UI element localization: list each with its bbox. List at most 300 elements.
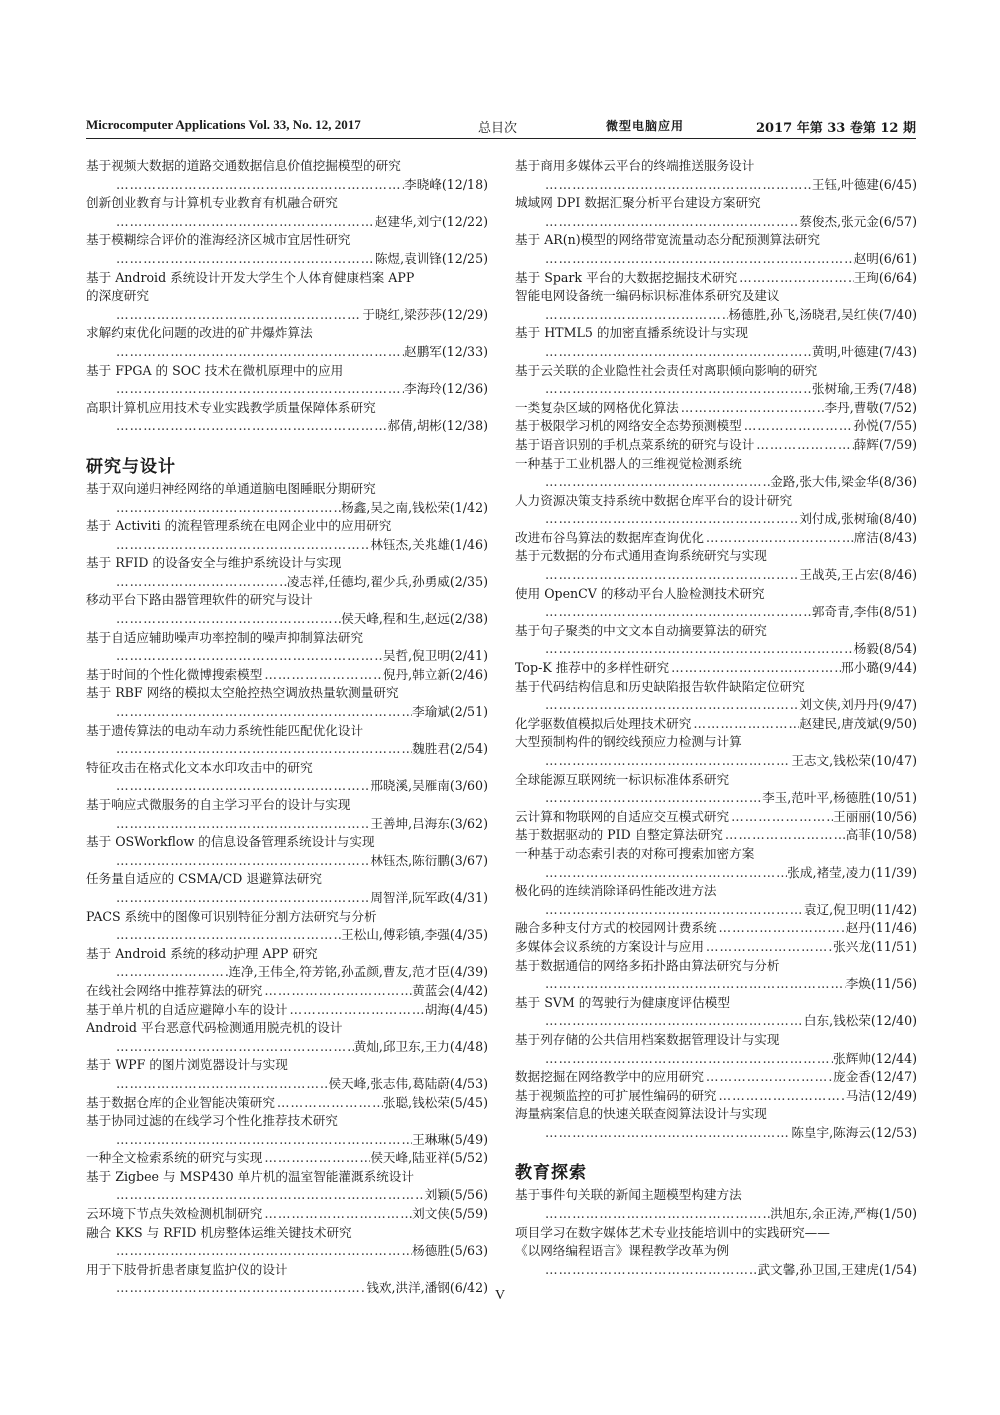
entry-authors-page: 赵鹏军(12/33) — [404, 343, 488, 359]
entry-author-line — [515, 380, 917, 399]
entry-authors-page: 武文馨,孙卫国,王建虎(1/54) — [757, 1261, 917, 1277]
leader-dots — [86, 610, 341, 629]
leader-dots — [86, 647, 383, 666]
entry-authors-page: 林钰杰,陈衍鹏(3/67) — [370, 852, 488, 868]
entry-authors-page: 王钰,叶德建(6/45) — [811, 176, 917, 192]
leader-dots — [86, 815, 370, 834]
entry-authors-page: 侯天峰,程和生,赵远(2/38) — [341, 611, 488, 627]
toc-entry[interactable] — [86, 759, 488, 796]
entry-title: 高职计算机应用技术专业实践教学质量保障体系研究 — [86, 399, 376, 415]
entry-authors-page: 赵明(6/61) — [853, 250, 917, 266]
entry-author-line — [86, 343, 488, 362]
entry-author-line — [515, 566, 917, 585]
entry-author-line — [515, 1050, 917, 1069]
leader-dots — [515, 1205, 770, 1224]
entry-title: 基于 AR(n)模型的网络带宽流量动态分配预测算法研究 — [515, 232, 820, 248]
leader-dots — [86, 417, 388, 436]
entry-author-line — [515, 473, 917, 492]
leader-dots — [86, 380, 404, 399]
toc-entry[interactable] — [86, 1001, 488, 1020]
toc-entry[interactable] — [515, 994, 917, 1031]
entry-author-line — [86, 380, 488, 399]
toc-entry[interactable] — [515, 1068, 917, 1087]
toc-entry[interactable] — [515, 529, 917, 548]
entry-authors-page: 王善坤,吕海东(3/62) — [370, 815, 488, 831]
entry-authors-page: 赵建华,刘宁(12/22) — [374, 213, 488, 229]
toc-entry[interactable] — [86, 591, 488, 628]
leader-dots — [86, 777, 370, 796]
entry-title: 在线社会网络中推荐算法的研究 — [86, 982, 263, 998]
entry-author-line — [86, 306, 488, 325]
entry-authors-page: 王珣(6/64) — [853, 269, 917, 285]
leader-dots — [86, 250, 375, 269]
toc-entry[interactable] — [515, 399, 917, 418]
right-column — [515, 157, 917, 1279]
entry-authors-page: 张聪,钱松荣(5/45) — [382, 1094, 488, 1110]
leader-dots — [86, 213, 375, 232]
entry-author-line — [86, 963, 488, 982]
entry-title: 海量病案信息的快速关联查阅算法设计与实现 — [515, 1106, 767, 1122]
entry-author-line — [86, 610, 488, 629]
journal-english-title: Microcomputer Applications Vol. 33, No. 12, 2017 — [86, 117, 361, 132]
entry-title: 基于协同过滤的在线学习个性化推荐技术研究 — [86, 1113, 338, 1129]
leader-dots — [86, 536, 370, 555]
toc-entry[interactable] — [86, 1149, 488, 1168]
entry-authors-page: 侯天峰,张志伟,葛陆蔚(4/53) — [328, 1075, 488, 1091]
entry-authors-page: 张成,褚莹,凌力(11/39) — [787, 864, 917, 880]
running-header — [86, 116, 916, 139]
entry-author-line — [515, 696, 917, 715]
entry-author-line — [515, 789, 917, 808]
entry-author-line — [86, 1242, 488, 1261]
leader-dots — [515, 603, 812, 622]
entry-title: 基于 HTML5 的加密直播系统设计与实现 — [515, 325, 748, 341]
toc-entry[interactable] — [86, 629, 488, 666]
entry-title: 化学驱数值模拟后处理技术研究 — [515, 715, 692, 731]
entry-author-line — [515, 176, 917, 195]
entry-title: 特征攻击在格式化文本水印攻击中的研究 — [86, 759, 313, 775]
entry-authors-page: 侯天峰,陆亚祥(5/52) — [370, 1150, 488, 1166]
entry-title: 基于 RFID 的设备安全与维护系统设计与实现 — [86, 555, 342, 571]
toc-entry[interactable] — [86, 1019, 488, 1056]
entry-title: 基于 RBF 网络的模拟太空舱控热空调放热量软测量研究 — [86, 685, 399, 701]
toc-entry[interactable] — [515, 919, 917, 938]
entry-authors-page: 杨德胜(5/63) — [412, 1243, 488, 1259]
leader-dots — [515, 250, 854, 269]
leader-dots — [754, 436, 853, 455]
entry-authors-page: 王松山,傅彩镇,李强(4/35) — [341, 927, 488, 943]
entry-title: PACS 系统中的图像可识别特征分割方法研究与分析 — [86, 908, 377, 924]
entry-authors-page: 魏胜君(2/54) — [412, 741, 488, 757]
entry-author-line — [86, 647, 488, 666]
entry-authors-page: 李焕(11/56) — [845, 976, 917, 992]
leader-dots — [86, 573, 287, 592]
entry-title: 基于代码结构信息和历史缺陷报告软件缺陷定位研究 — [515, 678, 805, 694]
toc-entry[interactable] — [86, 684, 488, 721]
entry-authors-page: 周智洋,阮军政(4/31) — [370, 889, 488, 905]
entry-authors-page: 庞金香(12/47) — [833, 1069, 917, 1085]
leader-dots — [515, 975, 846, 994]
entry-title: 一类复杂区域的网格优化算法 — [515, 399, 679, 415]
toc-entry[interactable] — [86, 1224, 488, 1261]
leader-dots — [737, 269, 854, 288]
leader-dots — [86, 889, 370, 908]
leader-dots — [515, 864, 787, 883]
leader-dots — [679, 399, 825, 418]
toc-entry[interactable] — [86, 1056, 488, 1093]
entry-title: Android 平台恶意代码检测通用脱壳机的设计 — [86, 1020, 343, 1036]
entry-authors-page: 马洁(12/49) — [845, 1087, 917, 1103]
leader-dots — [717, 919, 846, 938]
toc-entry[interactable] — [515, 547, 917, 584]
leader-dots — [86, 1038, 354, 1057]
leader-dots — [515, 176, 812, 195]
leader-dots — [288, 1001, 425, 1020]
toc-entry[interactable] — [515, 157, 917, 194]
entry-author-line — [86, 926, 488, 945]
toc-entry[interactable] — [86, 231, 488, 268]
entry-author-line — [515, 1261, 917, 1280]
toc-entry[interactable] — [86, 157, 488, 194]
entry-title: 一种基于工业机器人的三维视觉检测系统 — [515, 455, 742, 471]
entry-title: 融合多种支付方式的校园网计费系统 — [515, 920, 717, 936]
toc-entry[interactable] — [515, 678, 917, 715]
entry-authors-page: 林钰杰,关兆雄(1/46) — [370, 536, 488, 552]
entry-title: 基于数据驱动的 PID 自整定算法研究 — [515, 827, 723, 843]
toc-entry[interactable] — [86, 324, 488, 361]
toc-entry[interactable] — [86, 908, 488, 945]
entry-author-line — [515, 213, 917, 232]
entry-authors-page: 薛辉(7/59) — [853, 436, 917, 452]
entry-title: 基于双向递归神经网络的单通道脑电图睡眠分期研究 — [86, 480, 376, 496]
entry-authors-page: 李玉,范叶平,杨德胜(10/51) — [762, 790, 917, 806]
toc-entry[interactable] — [515, 1087, 917, 1106]
entry-title: 基于云关联的企业隐性社会责任对离职倾向影响的研究 — [515, 362, 818, 378]
entry-title: 基于数据仓库的企业智能决策研究 — [86, 1094, 275, 1110]
entry-authors-page: 洪旭东,余正涛,严梅(1/50) — [770, 1206, 917, 1222]
entry-title-continued: 《以网络编程语言》课程教学改革为例 — [515, 1243, 730, 1259]
toc-entry[interactable] — [86, 722, 488, 759]
entry-author-line — [86, 777, 488, 796]
entry-title: 基于 FPGA 的 SOC 技术在微机原理中的应用 — [86, 362, 344, 378]
toc-entry[interactable] — [86, 362, 488, 399]
toc-entry[interactable] — [86, 870, 488, 907]
entry-authors-page: 黄灿,邱卫东,王力(4/48) — [353, 1038, 488, 1054]
entry-title: 基于 WPF 的图片浏览器设计与实现 — [86, 1057, 288, 1073]
leader-dots — [86, 926, 341, 945]
entry-title: 任务量自适应的 CSMA/CD 退避算法研究 — [86, 871, 322, 887]
toc-entry[interactable] — [515, 1224, 917, 1280]
leader-dots — [669, 659, 841, 678]
leader-dots — [86, 1131, 412, 1150]
entry-author-line — [515, 250, 917, 269]
entry-title: 一种全文检索系统的研究与实现 — [86, 1150, 263, 1166]
leader-dots — [515, 1261, 758, 1280]
entry-authors-page: 杨鑫,吴之南,钱松荣(1/42) — [341, 499, 488, 515]
entry-title: 移动平台下路由器管理软件的研究与设计 — [86, 592, 313, 608]
entry-title: 多媒体会议系统的方案设计与应用 — [515, 938, 704, 954]
toc-entry[interactable] — [515, 733, 917, 770]
leader-dots — [742, 417, 854, 436]
entry-title: 极化码的连续消除译码性能改进方法 — [515, 883, 717, 899]
entry-title: 基于自适应辅助噪声功率控制的噪声抑制算法研究 — [86, 629, 364, 645]
entry-authors-page: 刘颖(5/56) — [424, 1187, 488, 1203]
entry-author-line — [86, 499, 488, 518]
toc-entry[interactable] — [86, 1094, 488, 1113]
page-number: V — [494, 1288, 506, 1303]
entry-title: 基于语音识别的手机点菜系统的研究与设计 — [515, 436, 755, 452]
entry-title: 一种基于动态索引表的对称可搜索加密方案 — [515, 845, 755, 861]
toc-entry[interactable] — [86, 554, 488, 591]
toc-entry[interactable] — [515, 715, 917, 734]
toc-entry[interactable] — [515, 622, 917, 659]
toc-entry[interactable] — [515, 492, 917, 529]
toc-entry[interactable] — [86, 982, 488, 1001]
entry-title: 基于响应式微服务的自主学习平台的设计与实现 — [86, 797, 351, 812]
entry-title: 基于列存储的公共信用档案数据管理设计与实现 — [515, 1031, 780, 1047]
entry-authors-page: 李丹,曹敬(7/52) — [824, 399, 917, 415]
toc-entry[interactable] — [515, 826, 917, 845]
entry-author-line — [515, 640, 917, 659]
leader-dots — [515, 380, 812, 399]
leader-dots — [515, 213, 799, 232]
entry-title: 基于 SVM 的驾驶行为健康度评估模型 — [515, 994, 730, 1010]
entry-author-line — [86, 250, 488, 269]
leader-dots — [86, 343, 404, 362]
leader-dots — [729, 808, 833, 827]
entry-authors-page: 李海玲(12/36) — [404, 381, 488, 397]
entry-authors-page: 吴哲,倪卫明(2/41) — [382, 648, 488, 664]
toc-entry[interactable] — [515, 231, 917, 268]
entry-title: 基于极限学习机的网络安全态势预测模型 — [515, 418, 742, 434]
leader-dots — [515, 1012, 804, 1031]
toc-entry[interactable] — [86, 194, 488, 231]
toc-entry[interactable] — [515, 938, 917, 957]
entry-author-line — [86, 703, 488, 722]
toc-entry[interactable] — [86, 833, 488, 870]
entry-authors-page: 杨德胜,孙飞,汤晓君,吴红侠(7/40) — [728, 306, 917, 322]
entry-author-line — [86, 889, 488, 908]
leader-dots — [262, 982, 412, 1001]
entry-title: 使用 OpenCV 的移动平台人脸检测技术研究 — [515, 585, 765, 601]
entry-title: 基于单片机的自适应避障小车的设计 — [86, 1001, 288, 1017]
toc-entry[interactable] — [515, 324, 917, 361]
toc-entry[interactable] — [86, 1205, 488, 1224]
leader-dots — [515, 306, 728, 325]
leader-dots — [86, 852, 370, 871]
entry-title: 求解约束优化问题的改进的矿井爆炸算法 — [86, 325, 313, 341]
entry-authors-page: 王战英,王占宏(8/46) — [799, 567, 917, 583]
leader-dots — [262, 666, 383, 685]
toc-entry[interactable] — [515, 957, 917, 994]
entry-authors-page: 凌志祥,任德均,翟少兵,孙勇威(2/35) — [286, 573, 488, 589]
entry-authors-page: 郭奇青,李伟(8/51) — [811, 604, 917, 620]
leader-dots — [515, 696, 799, 715]
toc-entry[interactable] — [86, 480, 488, 517]
entry-authors-page: 赵丹(11/46) — [845, 920, 917, 936]
toc-entry[interactable] — [515, 362, 917, 399]
entry-author-line — [515, 1205, 917, 1224]
leader-dots — [86, 176, 404, 195]
leader-dots — [515, 1050, 833, 1069]
entry-author-line — [515, 343, 917, 362]
entry-author-line — [86, 1131, 488, 1150]
leader-dots — [515, 473, 770, 492]
entry-authors-page: 连净,王伟全,符芳铭,孙孟颜,曹友,范才臣(4/39) — [228, 964, 488, 980]
toc-entry[interactable] — [515, 194, 917, 231]
entry-authors-page: 于晓红,梁莎莎(12/29) — [362, 306, 488, 322]
entry-authors-page: 王志文,钱松荣(10/47) — [791, 753, 917, 768]
leader-dots — [262, 1149, 370, 1168]
leader-dots — [704, 529, 854, 548]
entry-title: 基于遗传算法的电动车动力系统性能匹配优化设计 — [86, 722, 364, 738]
section-heading: 研究与设计 — [86, 456, 176, 477]
entry-author-line — [515, 1124, 917, 1143]
entry-title: 人力资源决策支持系统中数据仓库平台的设计研究 — [515, 492, 793, 508]
leader-dots — [275, 1094, 383, 1113]
entry-authors-page: 席洁(8/43) — [853, 529, 917, 545]
issue-label: 2017 年第 33 卷第 12 期 — [756, 121, 916, 136]
entry-title: 基于 Android 系统设计开发大学生个人体育健康档案 APP — [86, 269, 415, 285]
toc-entry[interactable] — [515, 659, 917, 678]
toc-entry[interactable] — [86, 269, 488, 325]
toc-entry[interactable] — [86, 945, 488, 982]
entry-title: 基于数据通信的网络多拓扑路由算法研究与分析 — [515, 957, 780, 973]
toc-entry[interactable] — [515, 1105, 917, 1142]
entry-author-line — [86, 176, 488, 195]
toc-entry[interactable] — [515, 808, 917, 827]
toc-entry[interactable] — [515, 1186, 917, 1223]
toc-entry[interactable] — [86, 666, 488, 685]
leader-dots — [515, 752, 791, 771]
leader-dots — [262, 1205, 412, 1224]
toc-entry[interactable] — [515, 585, 917, 622]
entry-title: 云环境下节点失效检测机制研究 — [86, 1206, 263, 1222]
entry-authors-page: 张兴龙(11/51) — [833, 938, 917, 954]
leader-dots — [515, 640, 854, 659]
leader-dots — [723, 826, 846, 845]
entry-author-line — [515, 975, 917, 994]
entry-authors-page: 刘文侠,刘丹丹(9/47) — [799, 697, 917, 713]
entry-authors-page: 陈皇宇,陈海云(12/53) — [791, 1124, 917, 1140]
toc-entry[interactable] — [515, 287, 917, 324]
entry-authors-page: 杨毅(8/54) — [853, 641, 917, 657]
entry-authors-page: 高菲(10/58) — [845, 827, 917, 843]
toc-entry[interactable] — [86, 796, 488, 833]
toc-entry[interactable] — [515, 771, 917, 808]
entry-author-line — [86, 573, 488, 592]
entry-title: 数据挖掘在网络教学中的应用研究 — [515, 1069, 704, 1085]
leader-dots — [704, 938, 833, 957]
entry-authors-page: 邢晓溪,吴雁南(3/60) — [370, 778, 488, 794]
leader-dots — [515, 789, 762, 808]
toc-entry[interactable] — [86, 517, 488, 554]
entry-authors-page: 刘付成,张树瑜(8/40) — [799, 511, 917, 527]
toc-entry[interactable] — [86, 399, 488, 436]
entry-title: 基于 Spark 平台的大数据挖掘技术研究 — [515, 269, 738, 285]
leader-dots — [86, 703, 412, 722]
entry-title: 基于 Activiti 的流程管理系统在电网企业中的应用研究 — [86, 518, 392, 534]
entry-author-line — [86, 815, 488, 834]
entry-author-line — [86, 1075, 488, 1094]
entry-title: 基于视频监控的可扩展性编码的研究 — [515, 1087, 717, 1103]
entry-authors-page: 黄明,叶德建(7/43) — [811, 343, 917, 359]
entry-title: 基于元数据的分布式通用查询系统研究与实现 — [515, 548, 767, 564]
entry-authors-page: 王琳琳(5/49) — [412, 1131, 488, 1147]
toc-entry[interactable] — [515, 417, 917, 436]
entry-title: 基于视频大数据的道路交通数据信息价值挖掘模型的研究 — [86, 158, 401, 173]
leader-dots — [86, 499, 341, 518]
entry-author-line — [86, 417, 488, 436]
entry-authors-page: 李晓峰(12/18) — [404, 176, 488, 192]
entry-author-line — [515, 901, 917, 920]
entry-title: 智能电网设备统一编码标识标准体系研究及建议 — [515, 288, 780, 304]
entry-title: 城域网 DPI 数据汇聚分析平台建设方案研究 — [515, 195, 761, 211]
entry-author-line — [86, 1038, 488, 1057]
entry-title-continued: 的深度研究 — [86, 288, 149, 304]
entry-title: 基于事件句关联的新闻主题模型构建方法 — [515, 1187, 742, 1203]
entry-author-line — [515, 864, 917, 883]
leader-dots — [515, 566, 799, 585]
toc-entry[interactable] — [515, 269, 917, 288]
entry-title: 项目学习在数字媒体艺术专业技能培训中的实践研究—— — [515, 1224, 830, 1240]
entry-title: 融合 KKS 与 RFID 机房整体运维关键技术研究 — [86, 1224, 352, 1240]
entry-author-line — [515, 752, 917, 771]
entry-authors-page: 郝倩,胡彬(12/38) — [387, 418, 488, 434]
entry-title: 用于下肢骨折患者康复监护仪的设计 — [86, 1261, 288, 1277]
entry-title: 基于模糊综合评价的淮海经济区城市宜居性研究 — [86, 232, 351, 248]
toc-entry[interactable] — [515, 436, 917, 455]
entry-author-line — [86, 1186, 488, 1205]
entry-title: 基于 OSWorkflow 的信息设备管理系统设计与实现 — [86, 834, 375, 850]
leader-dots — [515, 510, 799, 529]
toc-entry[interactable] — [86, 1112, 488, 1149]
entry-title: 基于 Android 系统的移动护理 APP 研究 — [86, 945, 318, 961]
entry-authors-page: 刘文侠(5/59) — [412, 1206, 488, 1222]
entry-authors-page: 陈煜,袁训锋(12/25) — [374, 250, 488, 266]
entry-title: 大型预制构件的钢绞线预应力检测与计算 — [515, 734, 742, 750]
leader-dots — [515, 343, 812, 362]
left-column — [86, 157, 488, 1298]
entry-authors-page: 赵建民,唐茂斌(9/50) — [799, 715, 917, 731]
entry-author-line — [86, 740, 488, 759]
entry-authors-page: 张辉帅(12/44) — [833, 1050, 917, 1066]
entry-authors-page: 白东,钱松荣(12/40) — [803, 1013, 917, 1029]
entry-title: 基于 Zigbee 与 MSP430 单片机的温室智能灌溉系统设计 — [86, 1168, 414, 1184]
entry-authors-page: 蔡俊杰,张元金(6/57) — [799, 213, 917, 229]
toc-entry[interactable] — [515, 1031, 917, 1068]
entry-authors-page: 钱欢,洪洋,潘钢(6/42) — [366, 1280, 488, 1296]
toc-entry[interactable] — [86, 1168, 488, 1205]
entry-title: 云计算和物联网的自适应交互模式研究 — [515, 808, 730, 824]
toc-heading: 总目次 — [478, 121, 518, 136]
entry-authors-page: 李瑜斌(2/51) — [412, 704, 488, 720]
entry-authors-page: 胡海(4/45) — [424, 1001, 488, 1017]
entry-authors-page: 王丽丽(10/56) — [833, 808, 917, 824]
leader-dots — [86, 740, 412, 759]
entry-author-line — [86, 536, 488, 555]
leader-dots — [691, 715, 799, 734]
entry-author-line — [515, 510, 917, 529]
leader-dots — [86, 1242, 412, 1261]
entry-authors-page: 孙悦(7/55) — [853, 418, 917, 434]
toc-entry[interactable] — [515, 845, 917, 882]
toc-entry[interactable] — [515, 882, 917, 919]
entry-author-line — [86, 852, 488, 871]
toc-entry[interactable] — [515, 455, 917, 492]
entry-authors-page: 邢小璐(9/44) — [841, 660, 917, 676]
leader-dots — [717, 1087, 846, 1106]
